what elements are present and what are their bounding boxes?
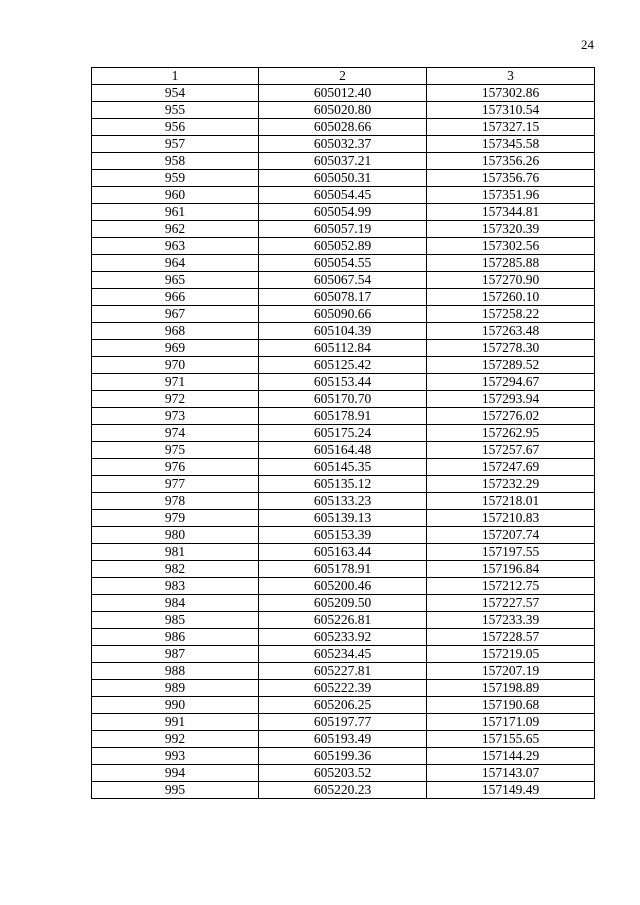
table-row — [92, 527, 595, 544]
point-number-cell: 995 — [92, 782, 259, 799]
x-coordinate-cell: 605133.23 — [259, 493, 427, 510]
point-number-cell: 986 — [92, 629, 259, 646]
y-coordinate-cell: 157263.48 — [427, 323, 595, 340]
point-number-cell: 968 — [92, 323, 259, 340]
table-row — [92, 561, 595, 578]
table-row — [92, 782, 595, 799]
point-number-cell: 960 — [92, 187, 259, 204]
table-row — [92, 340, 595, 357]
y-coordinate-cell: 157344.81 — [427, 204, 595, 221]
table-row — [92, 595, 595, 612]
x-coordinate-cell: 605164.48 — [259, 442, 427, 459]
y-coordinate-cell: 157171.09 — [427, 714, 595, 731]
table-row — [92, 680, 595, 697]
y-coordinate-cell: 157327.15 — [427, 119, 595, 136]
table-row — [92, 510, 595, 527]
point-number-cell: 977 — [92, 476, 259, 493]
x-coordinate-cell: 605145.35 — [259, 459, 427, 476]
point-number-cell: 965 — [92, 272, 259, 289]
point-number-cell: 971 — [92, 374, 259, 391]
x-coordinate-cell: 605050.31 — [259, 170, 427, 187]
table-row — [92, 153, 595, 170]
point-number-cell: 991 — [92, 714, 259, 731]
table-row — [92, 748, 595, 765]
table-row — [92, 255, 595, 272]
point-number-cell: 961 — [92, 204, 259, 221]
y-coordinate-cell: 157190.68 — [427, 697, 595, 714]
y-coordinate-cell: 157218.01 — [427, 493, 595, 510]
x-coordinate-cell: 605163.44 — [259, 544, 427, 561]
x-coordinate-cell: 605028.66 — [259, 119, 427, 136]
x-coordinate-cell: 605209.50 — [259, 595, 427, 612]
x-coordinate-cell: 605153.39 — [259, 527, 427, 544]
point-number-cell: 956 — [92, 119, 259, 136]
x-coordinate-cell: 605233.92 — [259, 629, 427, 646]
point-number-cell: 980 — [92, 527, 259, 544]
point-number-cell: 959 — [92, 170, 259, 187]
x-coordinate-cell: 605139.13 — [259, 510, 427, 527]
y-coordinate-cell: 157320.39 — [427, 221, 595, 238]
table-row — [92, 374, 595, 391]
x-coordinate-cell: 605206.25 — [259, 697, 427, 714]
y-coordinate-cell: 157228.57 — [427, 629, 595, 646]
point-number-cell: 981 — [92, 544, 259, 561]
x-coordinate-cell: 605175.24 — [259, 425, 427, 442]
table-row — [92, 765, 595, 782]
x-coordinate-cell: 605020.80 — [259, 102, 427, 119]
x-coordinate-cell: 605054.45 — [259, 187, 427, 204]
point-number-cell: 978 — [92, 493, 259, 510]
point-number-cell: 987 — [92, 646, 259, 663]
table-row — [92, 476, 595, 493]
point-number-cell: 990 — [92, 697, 259, 714]
point-number-cell: 966 — [92, 289, 259, 306]
y-coordinate-cell: 157302.56 — [427, 238, 595, 255]
x-coordinate-cell: 605057.19 — [259, 221, 427, 238]
x-coordinate-cell: 605197.77 — [259, 714, 427, 731]
table-row — [92, 272, 595, 289]
y-coordinate-cell: 157232.29 — [427, 476, 595, 493]
table-row — [92, 187, 595, 204]
table-row — [92, 408, 595, 425]
point-number-cell: 958 — [92, 153, 259, 170]
table-row — [92, 646, 595, 663]
y-coordinate-cell: 157247.69 — [427, 459, 595, 476]
y-coordinate-cell: 157233.39 — [427, 612, 595, 629]
y-coordinate-cell: 157294.67 — [427, 374, 595, 391]
table-row — [92, 119, 595, 136]
point-number-cell: 989 — [92, 680, 259, 697]
table-body — [92, 85, 595, 799]
y-coordinate-cell: 157260.10 — [427, 289, 595, 306]
point-number-cell: 964 — [92, 255, 259, 272]
point-number-cell: 957 — [92, 136, 259, 153]
x-coordinate-cell: 605153.44 — [259, 374, 427, 391]
x-coordinate-cell: 605090.66 — [259, 306, 427, 323]
y-coordinate-cell: 157276.02 — [427, 408, 595, 425]
x-coordinate-cell: 605178.91 — [259, 408, 427, 425]
point-number-cell: 993 — [92, 748, 259, 765]
table-row — [92, 102, 595, 119]
point-number-cell: 972 — [92, 391, 259, 408]
x-coordinate-cell: 605222.39 — [259, 680, 427, 697]
page-number: 24 — [581, 37, 594, 52]
y-coordinate-cell: 157155.65 — [427, 731, 595, 748]
x-coordinate-cell: 605112.84 — [259, 340, 427, 357]
y-coordinate-cell: 157212.75 — [427, 578, 595, 595]
x-coordinate-cell: 605226.81 — [259, 612, 427, 629]
x-coordinate-cell: 605203.52 — [259, 765, 427, 782]
column-header-1: 1 — [92, 68, 259, 85]
table-row — [92, 612, 595, 629]
x-coordinate-cell: 605170.70 — [259, 391, 427, 408]
x-coordinate-cell: 605199.36 — [259, 748, 427, 765]
table-row — [92, 238, 595, 255]
y-coordinate-cell: 157207.74 — [427, 527, 595, 544]
header-row — [92, 68, 595, 85]
x-coordinate-cell: 605200.46 — [259, 578, 427, 595]
x-coordinate-cell: 605227.81 — [259, 663, 427, 680]
y-coordinate-cell: 157345.58 — [427, 136, 595, 153]
y-coordinate-cell: 157210.83 — [427, 510, 595, 527]
point-number-cell: 967 — [92, 306, 259, 323]
y-coordinate-cell: 157356.76 — [427, 170, 595, 187]
y-coordinate-cell: 157285.88 — [427, 255, 595, 272]
x-coordinate-cell: 605178.91 — [259, 561, 427, 578]
y-coordinate-cell: 157270.90 — [427, 272, 595, 289]
table-row — [92, 85, 595, 102]
point-number-cell: 994 — [92, 765, 259, 782]
x-coordinate-cell: 605220.23 — [259, 782, 427, 799]
table-row — [92, 391, 595, 408]
point-number-cell: 985 — [92, 612, 259, 629]
x-coordinate-cell: 605054.99 — [259, 204, 427, 221]
x-coordinate-cell: 605135.12 — [259, 476, 427, 493]
point-number-cell: 954 — [92, 85, 259, 102]
table-row — [92, 136, 595, 153]
table-row — [92, 306, 595, 323]
table-row — [92, 289, 595, 306]
column-header-2: 2 — [259, 68, 427, 85]
x-coordinate-cell: 605078.17 — [259, 289, 427, 306]
point-number-cell: 984 — [92, 595, 259, 612]
y-coordinate-cell: 157149.49 — [427, 782, 595, 799]
x-coordinate-cell: 605234.45 — [259, 646, 427, 663]
table-header — [92, 68, 595, 85]
y-coordinate-cell: 157310.54 — [427, 102, 595, 119]
y-coordinate-cell: 157293.94 — [427, 391, 595, 408]
y-coordinate-cell: 157351.96 — [427, 187, 595, 204]
point-number-cell: 962 — [92, 221, 259, 238]
table-row — [92, 544, 595, 561]
y-coordinate-cell: 157278.30 — [427, 340, 595, 357]
point-number-cell: 983 — [92, 578, 259, 595]
table-row — [92, 357, 595, 374]
point-number-cell: 992 — [92, 731, 259, 748]
y-coordinate-cell: 157227.57 — [427, 595, 595, 612]
x-coordinate-cell: 605054.55 — [259, 255, 427, 272]
x-coordinate-cell: 605104.39 — [259, 323, 427, 340]
y-coordinate-cell: 157356.26 — [427, 153, 595, 170]
point-number-cell: 973 — [92, 408, 259, 425]
x-coordinate-cell: 605193.49 — [259, 731, 427, 748]
table-row — [92, 731, 595, 748]
table-row — [92, 459, 595, 476]
table-row — [92, 425, 595, 442]
x-coordinate-cell: 605037.21 — [259, 153, 427, 170]
table-row — [92, 629, 595, 646]
table-row — [92, 578, 595, 595]
table-row — [92, 221, 595, 238]
point-number-cell: 975 — [92, 442, 259, 459]
y-coordinate-cell: 157197.55 — [427, 544, 595, 561]
table-row — [92, 170, 595, 187]
point-number-cell: 955 — [92, 102, 259, 119]
table-row — [92, 323, 595, 340]
point-number-cell: 970 — [92, 357, 259, 374]
table-row — [92, 442, 595, 459]
column-header-3: 3 — [427, 68, 595, 85]
y-coordinate-cell: 157144.29 — [427, 748, 595, 765]
point-number-cell: 988 — [92, 663, 259, 680]
coordinates-table — [91, 67, 595, 799]
y-coordinate-cell: 157198.89 — [427, 680, 595, 697]
point-number-cell: 974 — [92, 425, 259, 442]
point-number-cell: 979 — [92, 510, 259, 527]
y-coordinate-cell: 157207.19 — [427, 663, 595, 680]
y-coordinate-cell: 157196.84 — [427, 561, 595, 578]
x-coordinate-cell: 605052.89 — [259, 238, 427, 255]
x-coordinate-cell: 605032.37 — [259, 136, 427, 153]
y-coordinate-cell: 157262.95 — [427, 425, 595, 442]
y-coordinate-cell: 157219.05 — [427, 646, 595, 663]
x-coordinate-cell: 605067.54 — [259, 272, 427, 289]
table-row — [92, 204, 595, 221]
x-coordinate-cell: 605125.42 — [259, 357, 427, 374]
x-coordinate-cell: 605012.40 — [259, 85, 427, 102]
table-row — [92, 493, 595, 510]
point-number-cell: 982 — [92, 561, 259, 578]
y-coordinate-cell: 157257.67 — [427, 442, 595, 459]
y-coordinate-cell: 157289.52 — [427, 357, 595, 374]
table-row — [92, 714, 595, 731]
y-coordinate-cell: 157258.22 — [427, 306, 595, 323]
point-number-cell: 976 — [92, 459, 259, 476]
table-row — [92, 697, 595, 714]
table-row — [92, 663, 595, 680]
point-number-cell: 963 — [92, 238, 259, 255]
y-coordinate-cell: 157143.07 — [427, 765, 595, 782]
y-coordinate-cell: 157302.86 — [427, 85, 595, 102]
point-number-cell: 969 — [92, 340, 259, 357]
